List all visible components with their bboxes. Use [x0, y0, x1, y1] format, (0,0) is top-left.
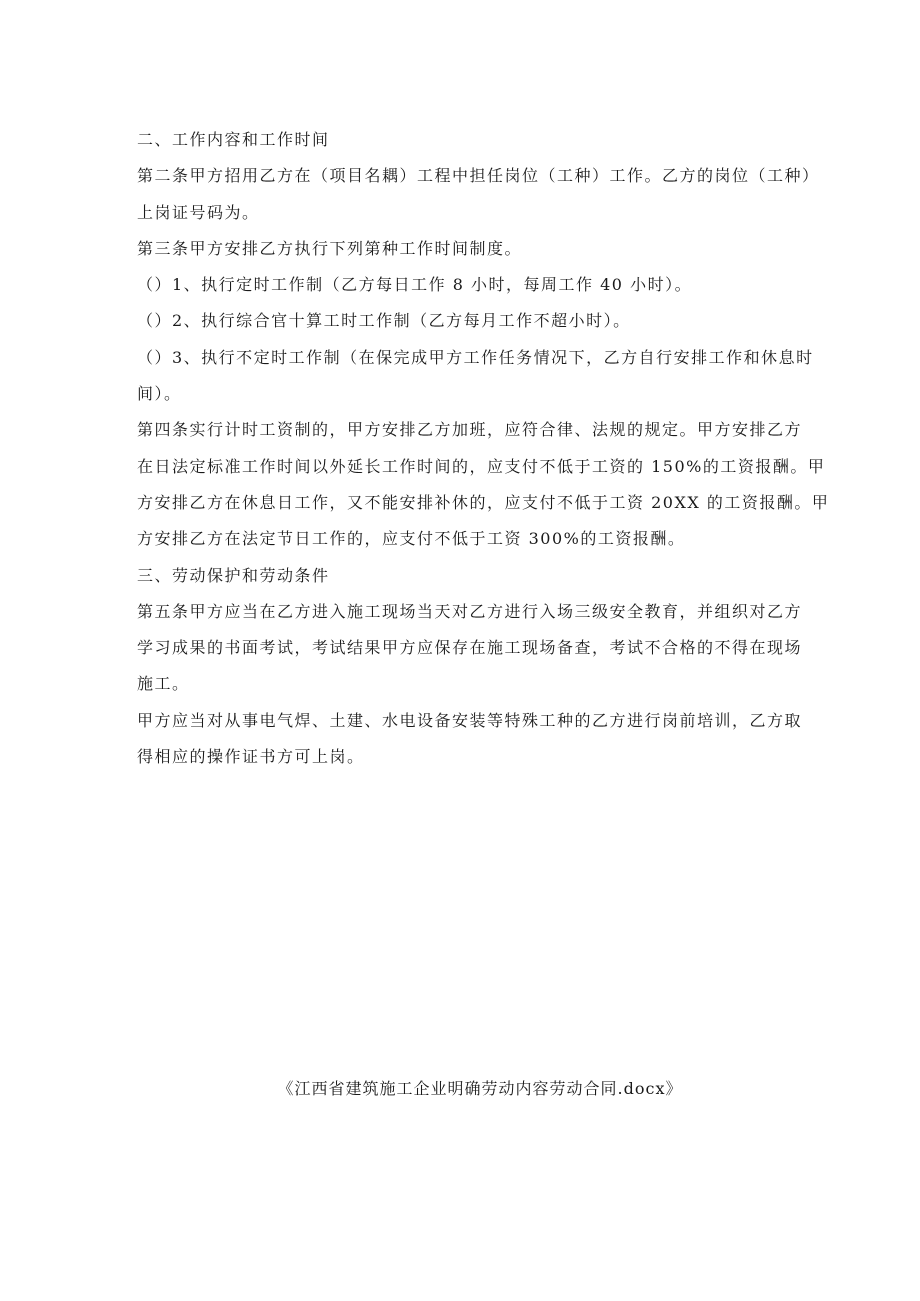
paragraph-line: 第二条甲方招用乙方在（项目名耦）工程中担任岗位（工种）工作。乙方的岗位（工种）	[137, 166, 820, 186]
paragraph-line: 得相应的操作证书方可上岗。	[137, 747, 365, 767]
section-heading-work-content: 二、工作内容和工作时间	[137, 130, 330, 149]
paragraph-line: 第三条甲方安排乙方执行下列第种工作时间制度。	[137, 238, 523, 258]
paragraph-line: 间）。	[137, 384, 182, 404]
paragraph-line: 第五条甲方应当在乙方进入施工现场当天对乙方进行入场三级安全教育，并组织对乙方	[137, 601, 803, 621]
document-body	[137, 122, 830, 775]
paragraph-line: 学习成果的书面考试，考试结果甲方应保存在施工现场备查，考试不合格的不得在现场	[137, 638, 803, 658]
paragraph-line: 上岗证号码为。	[137, 202, 260, 222]
option-line: （）2、执行综合官十算工时工作制（乙方每月工作不超小时）。	[137, 311, 631, 331]
document-footer-title: 《江西省建筑施工企业明确劳动内容劳动合同.docx》	[277, 1079, 683, 1098]
paragraph-line: 第四条实行计时工资制的，甲方安排乙方加班，应符合律、法规的规定。甲方安排乙方	[137, 420, 803, 440]
paragraph-line: 甲方应当对从事电气焊、土建、水电设备安装等特殊工种的乙方进行岗前培训，乙方取	[137, 710, 803, 730]
paragraph-line: 在日法定标准工作时间以外延长工作时间的，应支付不低于工资的 150%的工资报酬。甲	[137, 456, 826, 476]
paragraph-line: 方安排乙方在休息日工作，又不能安排补休的，应支付不低于工资 20XX 的工资报酬。甲	[137, 492, 830, 512]
option-line: （）3、执行不定时工作制（在保完成甲方工作任务情况下，乙方自行安排工作和休息时	[137, 347, 814, 367]
paragraph-line: 施工。	[137, 674, 190, 694]
option-line: （）1、执行定时工作制（乙方每日工作 8 小时，每周工作 40 小时）。	[137, 275, 693, 295]
paragraph-line: 方安排乙方在法定节日工作的，应支付不低于工资 300%的工资报酬。	[137, 529, 686, 549]
section-heading-labor-protection: 三、劳动保护和劳动条件	[137, 565, 330, 585]
